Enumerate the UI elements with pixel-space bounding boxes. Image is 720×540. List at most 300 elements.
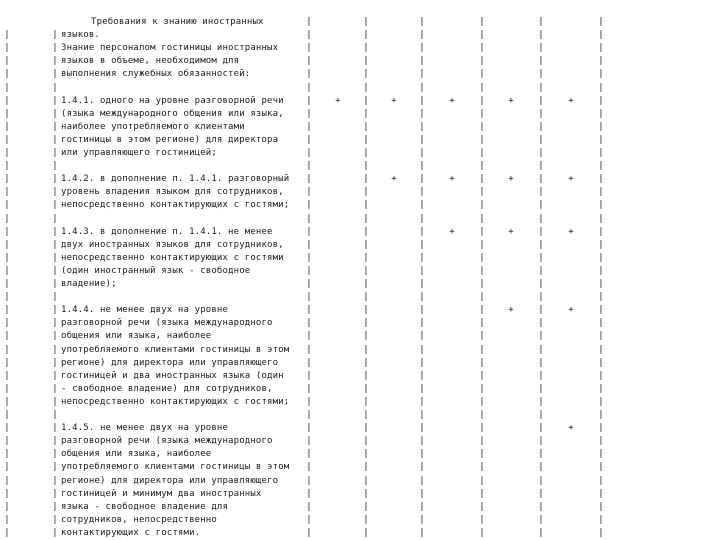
column-separator: | bbox=[363, 410, 369, 420]
column-separator: | bbox=[306, 265, 312, 276]
category-mark: + bbox=[568, 174, 574, 185]
column-separator: | bbox=[479, 17, 485, 27]
column-separator: | bbox=[306, 148, 312, 158]
table-row bbox=[0, 278, 720, 291]
requirement-text: общения или языка, наиболее bbox=[61, 331, 212, 342]
column-separator: | bbox=[479, 56, 485, 67]
table-row bbox=[0, 186, 720, 199]
requirement-text: регионе) для директора или управляющего bbox=[61, 475, 279, 486]
column-separator: | bbox=[363, 383, 369, 394]
column-separator: | bbox=[4, 200, 10, 211]
category-mark: + bbox=[391, 95, 397, 106]
column-separator: | bbox=[538, 69, 544, 80]
column-separator: | bbox=[419, 95, 425, 106]
table-row bbox=[0, 396, 720, 409]
column-separator: | bbox=[479, 252, 485, 263]
column-separator: | bbox=[52, 462, 58, 473]
column-separator: | bbox=[538, 344, 544, 355]
table-row bbox=[0, 42, 720, 55]
requirement-text: 1.4.2. в дополнение п. 1.4.1. разговорный bbox=[61, 174, 290, 185]
column-separator: | bbox=[598, 148, 604, 158]
column-separator: | bbox=[363, 95, 369, 106]
column-separator: | bbox=[52, 265, 58, 276]
column-separator: | bbox=[4, 357, 10, 368]
column-separator: | bbox=[363, 475, 369, 486]
column-separator: | bbox=[363, 161, 369, 172]
column-separator: | bbox=[598, 318, 604, 329]
column-separator: | bbox=[4, 213, 10, 224]
column-separator: | bbox=[52, 174, 58, 185]
column-separator: | bbox=[419, 174, 425, 185]
column-separator: | bbox=[306, 514, 312, 525]
column-separator: | bbox=[306, 370, 312, 381]
column-separator: | bbox=[538, 331, 544, 342]
category-mark: + bbox=[508, 226, 514, 237]
column-separator: | bbox=[306, 213, 312, 224]
table-row bbox=[0, 173, 720, 186]
column-separator: | bbox=[479, 344, 485, 355]
table-row bbox=[0, 16, 720, 29]
column-separator: | bbox=[306, 121, 312, 132]
column-separator: | bbox=[52, 148, 58, 158]
column-separator: | bbox=[598, 370, 604, 381]
column-separator: | bbox=[363, 69, 369, 80]
column-separator: | bbox=[479, 305, 485, 316]
column-separator: | bbox=[479, 134, 485, 145]
column-separator: | bbox=[419, 318, 425, 329]
column-separator: | bbox=[419, 213, 425, 224]
column-separator: | bbox=[538, 161, 544, 172]
column-separator: | bbox=[419, 527, 425, 538]
column-separator: | bbox=[419, 475, 425, 486]
column-separator: | bbox=[306, 174, 312, 185]
column-separator: | bbox=[479, 449, 485, 460]
column-separator: | bbox=[538, 410, 544, 420]
column-separator: | bbox=[479, 462, 485, 473]
column-separator: | bbox=[52, 43, 58, 54]
column-separator: | bbox=[479, 161, 485, 172]
column-separator: | bbox=[4, 239, 10, 250]
column-separator: | bbox=[598, 488, 604, 499]
column-separator: | bbox=[306, 501, 312, 512]
column-separator: | bbox=[52, 134, 58, 145]
column-separator: | bbox=[538, 279, 544, 289]
column-separator: | bbox=[363, 305, 369, 316]
column-separator: | bbox=[598, 279, 604, 289]
column-separator: | bbox=[4, 121, 10, 132]
table-row bbox=[0, 422, 720, 435]
table-row bbox=[0, 317, 720, 330]
requirement-text: языков в объеме, необходимом для bbox=[61, 56, 240, 67]
table-row bbox=[0, 213, 720, 226]
column-separator: | bbox=[479, 410, 485, 420]
column-separator: | bbox=[306, 279, 312, 289]
column-separator: | bbox=[538, 292, 544, 303]
column-separator: | bbox=[598, 95, 604, 106]
column-separator: | bbox=[419, 396, 425, 407]
category-mark: + bbox=[568, 226, 574, 237]
column-separator: | bbox=[306, 475, 312, 486]
column-separator: | bbox=[4, 265, 10, 276]
requirement-text: разговорной речи (языка международного bbox=[61, 436, 273, 447]
column-separator: | bbox=[538, 134, 544, 145]
column-separator: | bbox=[479, 108, 485, 119]
column-separator: | bbox=[363, 148, 369, 158]
column-separator: | bbox=[363, 121, 369, 132]
column-separator: | bbox=[363, 357, 369, 368]
requirement-text: или управляющего гостиницей; bbox=[61, 148, 217, 158]
column-separator: | bbox=[598, 108, 604, 119]
column-separator: | bbox=[538, 318, 544, 329]
column-separator: | bbox=[419, 56, 425, 67]
category-mark: + bbox=[449, 226, 455, 237]
column-separator: | bbox=[598, 396, 604, 407]
column-separator: | bbox=[538, 30, 544, 41]
column-separator: | bbox=[598, 449, 604, 460]
column-separator: | bbox=[598, 200, 604, 211]
column-separator: | bbox=[598, 56, 604, 67]
column-separator: | bbox=[479, 279, 485, 289]
column-separator: | bbox=[306, 410, 312, 420]
column-separator: | bbox=[419, 279, 425, 289]
column-separator: | bbox=[479, 527, 485, 538]
column-separator: | bbox=[363, 436, 369, 447]
column-separator: | bbox=[52, 187, 58, 198]
column-separator: | bbox=[52, 475, 58, 486]
column-separator: | bbox=[419, 148, 425, 158]
column-separator: | bbox=[479, 82, 485, 93]
column-separator: | bbox=[538, 43, 544, 54]
column-separator: | bbox=[52, 331, 58, 342]
column-separator: | bbox=[538, 17, 544, 27]
column-separator: | bbox=[306, 344, 312, 355]
column-separator: | bbox=[363, 17, 369, 27]
column-separator: | bbox=[4, 331, 10, 342]
column-separator: | bbox=[52, 423, 58, 434]
column-separator: | bbox=[363, 396, 369, 407]
column-separator: | bbox=[52, 396, 58, 407]
requirement-text: непосредственно контактирующих с гостями; bbox=[61, 396, 290, 407]
table-row bbox=[0, 304, 720, 317]
column-separator: | bbox=[538, 462, 544, 473]
category-mark: + bbox=[568, 95, 574, 106]
column-separator: | bbox=[538, 213, 544, 224]
column-separator: | bbox=[52, 383, 58, 394]
column-separator: | bbox=[538, 423, 544, 434]
table-row bbox=[0, 147, 720, 160]
column-separator: | bbox=[598, 265, 604, 276]
table-row bbox=[0, 370, 720, 383]
column-separator: | bbox=[419, 436, 425, 447]
column-separator: | bbox=[419, 423, 425, 434]
column-separator: | bbox=[598, 383, 604, 394]
table-row bbox=[0, 435, 720, 448]
column-separator: | bbox=[306, 134, 312, 145]
column-separator: | bbox=[52, 252, 58, 263]
column-separator: | bbox=[598, 43, 604, 54]
column-separator: | bbox=[363, 43, 369, 54]
column-separator: | bbox=[479, 423, 485, 434]
column-separator: | bbox=[598, 30, 604, 41]
column-separator: | bbox=[306, 69, 312, 80]
column-separator: | bbox=[538, 239, 544, 250]
table-row bbox=[0, 68, 720, 81]
column-separator: | bbox=[479, 265, 485, 276]
table-row bbox=[0, 160, 720, 173]
column-separator: | bbox=[306, 30, 312, 41]
requirement-text: общения или языка, наиболее bbox=[61, 449, 212, 460]
column-separator: | bbox=[363, 30, 369, 41]
column-separator: | bbox=[479, 174, 485, 185]
table-row bbox=[0, 108, 720, 121]
column-separator: | bbox=[538, 252, 544, 263]
column-separator: | bbox=[306, 56, 312, 67]
column-separator: | bbox=[598, 357, 604, 368]
column-separator: | bbox=[538, 187, 544, 198]
table-row bbox=[0, 82, 720, 95]
column-separator: | bbox=[306, 318, 312, 329]
requirement-text: 1.4.4. не менее двух на уровне bbox=[61, 305, 229, 316]
column-separator: | bbox=[479, 226, 485, 237]
column-separator: | bbox=[419, 344, 425, 355]
table-row bbox=[0, 95, 720, 108]
column-separator: | bbox=[419, 134, 425, 145]
column-separator: | bbox=[52, 226, 58, 237]
column-separator: | bbox=[598, 344, 604, 355]
column-separator: | bbox=[538, 56, 544, 67]
column-separator: | bbox=[479, 396, 485, 407]
column-separator: | bbox=[419, 292, 425, 303]
column-separator: | bbox=[306, 108, 312, 119]
column-separator: | bbox=[598, 514, 604, 525]
column-separator: | bbox=[4, 501, 10, 512]
column-separator: | bbox=[479, 318, 485, 329]
column-separator: | bbox=[306, 161, 312, 172]
column-separator: | bbox=[4, 462, 10, 473]
column-separator: | bbox=[306, 396, 312, 407]
column-separator: | bbox=[363, 331, 369, 342]
column-separator: | bbox=[538, 357, 544, 368]
column-separator: | bbox=[598, 174, 604, 185]
column-separator: | bbox=[419, 161, 425, 172]
column-separator: | bbox=[598, 410, 604, 420]
column-separator: | bbox=[4, 82, 10, 93]
column-separator: | bbox=[538, 514, 544, 525]
column-separator: | bbox=[538, 501, 544, 512]
column-separator: | bbox=[419, 187, 425, 198]
column-separator: | bbox=[306, 449, 312, 460]
column-separator: | bbox=[52, 56, 58, 67]
table-row bbox=[0, 199, 720, 212]
column-separator: | bbox=[598, 239, 604, 250]
column-separator: | bbox=[479, 501, 485, 512]
column-separator: | bbox=[419, 305, 425, 316]
requirement-text: непосредственно контактирующих с гостями bbox=[61, 252, 284, 263]
requirement-text: 1.4.5. не менее двух на уровне bbox=[61, 423, 229, 434]
column-separator: | bbox=[306, 488, 312, 499]
column-separator: | bbox=[306, 462, 312, 473]
column-separator: | bbox=[419, 82, 425, 93]
column-separator: | bbox=[52, 95, 58, 106]
table-row bbox=[0, 265, 720, 278]
column-separator: | bbox=[479, 69, 485, 80]
column-separator: | bbox=[479, 436, 485, 447]
column-separator: | bbox=[538, 226, 544, 237]
column-separator: | bbox=[363, 134, 369, 145]
column-separator: | bbox=[479, 148, 485, 158]
column-separator: | bbox=[363, 239, 369, 250]
column-separator: | bbox=[4, 226, 10, 237]
requirement-text: наиболее употребляемого клиентами bbox=[61, 121, 245, 132]
column-separator: | bbox=[52, 213, 58, 224]
table-row bbox=[0, 448, 720, 461]
column-separator: | bbox=[52, 449, 58, 460]
column-separator: | bbox=[4, 527, 10, 538]
table-row bbox=[0, 357, 720, 370]
requirement-text: Знание персоналом гостиницы иностранных bbox=[61, 43, 279, 54]
column-separator: | bbox=[598, 213, 604, 224]
column-separator: | bbox=[598, 331, 604, 342]
table-row bbox=[0, 291, 720, 304]
column-separator: | bbox=[52, 318, 58, 329]
column-separator: | bbox=[598, 252, 604, 263]
table-row bbox=[0, 527, 720, 540]
column-separator: | bbox=[538, 265, 544, 276]
column-separator: | bbox=[419, 357, 425, 368]
column-separator: | bbox=[419, 514, 425, 525]
column-separator: | bbox=[306, 95, 312, 106]
column-separator: | bbox=[538, 108, 544, 119]
column-separator: | bbox=[306, 43, 312, 54]
column-separator: | bbox=[363, 423, 369, 434]
column-separator: | bbox=[363, 370, 369, 381]
column-separator: | bbox=[4, 370, 10, 381]
column-separator: | bbox=[479, 43, 485, 54]
column-separator: | bbox=[538, 527, 544, 538]
column-separator: | bbox=[479, 121, 485, 132]
requirement-text: - свободное владение) для сотрудников, bbox=[61, 383, 273, 394]
requirement-text: 1.4.3. в дополнение п. 1.4.1. не менее bbox=[61, 226, 273, 237]
column-separator: | bbox=[52, 410, 58, 420]
column-separator: | bbox=[306, 383, 312, 394]
table-row bbox=[0, 501, 720, 514]
column-separator: | bbox=[4, 174, 10, 185]
column-separator: | bbox=[52, 357, 58, 368]
column-separator: | bbox=[4, 279, 10, 289]
table-row bbox=[0, 55, 720, 68]
column-separator: | bbox=[598, 134, 604, 145]
column-separator: | bbox=[538, 475, 544, 486]
table-row bbox=[0, 134, 720, 147]
column-separator: | bbox=[52, 279, 58, 289]
column-separator: | bbox=[4, 383, 10, 394]
requirement-text: гостиницей и два иностранных языка (один bbox=[61, 370, 284, 381]
column-separator: | bbox=[363, 108, 369, 119]
column-separator: | bbox=[479, 383, 485, 394]
table-row bbox=[0, 252, 720, 265]
requirement-text: сотрудников, непосредственно bbox=[61, 514, 217, 525]
column-separator: | bbox=[363, 462, 369, 473]
column-separator: | bbox=[479, 488, 485, 499]
column-separator: | bbox=[598, 292, 604, 303]
column-separator: | bbox=[419, 226, 425, 237]
table-row bbox=[0, 461, 720, 474]
column-separator: | bbox=[538, 436, 544, 447]
column-separator: | bbox=[52, 108, 58, 119]
column-separator: | bbox=[4, 134, 10, 145]
column-separator: | bbox=[363, 344, 369, 355]
requirement-text: двух иностранных языков для сотрудников, bbox=[61, 239, 284, 250]
column-separator: | bbox=[4, 475, 10, 486]
column-separator: | bbox=[306, 239, 312, 250]
column-separator: | bbox=[363, 514, 369, 525]
column-separator: | bbox=[4, 410, 10, 420]
column-separator: | bbox=[4, 344, 10, 355]
column-separator: | bbox=[4, 449, 10, 460]
column-separator: | bbox=[4, 108, 10, 119]
column-separator: | bbox=[306, 331, 312, 342]
column-separator: | bbox=[419, 239, 425, 250]
column-separator: | bbox=[4, 514, 10, 525]
requirement-text: (один иностранный язык - свободное bbox=[61, 265, 251, 276]
column-separator: | bbox=[363, 527, 369, 538]
column-separator: | bbox=[4, 252, 10, 263]
column-separator: | bbox=[306, 292, 312, 303]
category-mark: + bbox=[391, 174, 397, 185]
column-separator: | bbox=[598, 305, 604, 316]
column-separator: | bbox=[4, 187, 10, 198]
column-separator: | bbox=[52, 239, 58, 250]
column-separator: | bbox=[4, 148, 10, 158]
column-separator: | bbox=[538, 174, 544, 185]
table-row bbox=[0, 409, 720, 422]
column-separator: | bbox=[479, 331, 485, 342]
column-separator: | bbox=[538, 370, 544, 381]
requirement-text: непосредственно контактирующих с гостями; bbox=[61, 200, 290, 211]
column-separator: | bbox=[479, 370, 485, 381]
table-row bbox=[0, 330, 720, 343]
column-separator: | bbox=[363, 226, 369, 237]
table-row bbox=[0, 121, 720, 134]
category-mark: + bbox=[335, 95, 341, 106]
column-separator: | bbox=[306, 200, 312, 211]
column-separator: | bbox=[363, 488, 369, 499]
column-separator: | bbox=[306, 423, 312, 434]
table-row bbox=[0, 226, 720, 239]
column-separator: | bbox=[52, 121, 58, 132]
column-separator: | bbox=[4, 43, 10, 54]
requirement-text: контактирующих с гостями. bbox=[61, 527, 201, 538]
column-separator: | bbox=[306, 305, 312, 316]
column-separator: | bbox=[598, 501, 604, 512]
column-separator: | bbox=[363, 501, 369, 512]
table-row bbox=[0, 475, 720, 488]
column-separator: | bbox=[306, 252, 312, 263]
column-separator: | bbox=[52, 436, 58, 447]
column-separator: | bbox=[419, 370, 425, 381]
column-separator: | bbox=[52, 488, 58, 499]
column-separator: | bbox=[479, 213, 485, 224]
column-separator: | bbox=[598, 475, 604, 486]
column-separator: | bbox=[363, 318, 369, 329]
table-header-text: Требования к знанию иностранных bbox=[91, 17, 264, 27]
category-mark: + bbox=[508, 174, 514, 185]
column-separator: | bbox=[4, 292, 10, 303]
column-separator: | bbox=[538, 383, 544, 394]
column-separator: | bbox=[363, 187, 369, 198]
column-separator: | bbox=[598, 423, 604, 434]
column-separator: | bbox=[538, 200, 544, 211]
